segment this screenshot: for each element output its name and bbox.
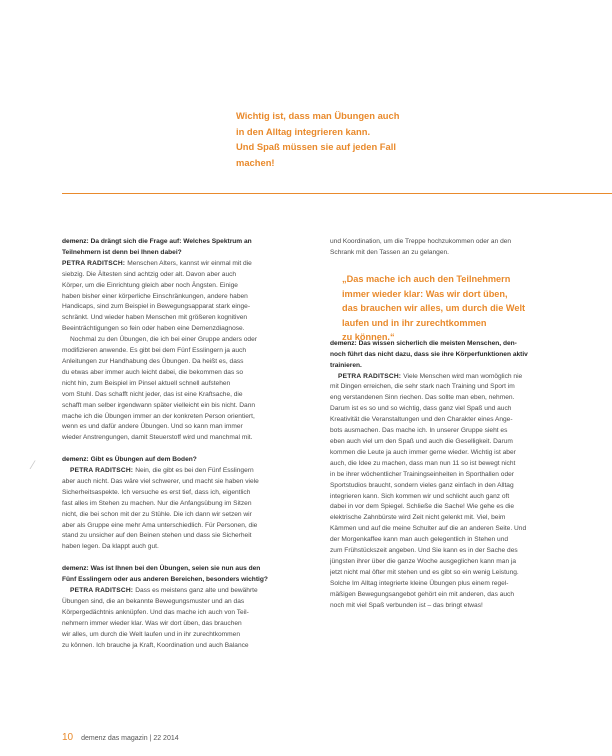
pull-quote-line: zu können.“ bbox=[342, 332, 395, 343]
line-text: in be ihrer wöchentlicher Trainingseinheiten in Sporthallen oder bbox=[330, 470, 515, 478]
pull-quote-line: das brauchen wir alles, um durch die Welt bbox=[342, 303, 526, 314]
question-label: demenz: bbox=[62, 456, 91, 464]
line-text: eben auch viel um den Spaß und auch die Geselligkeit. Darum bbox=[330, 437, 513, 445]
line-text: aber als Gruppe eine mehr Ama unterschiedlich. Für Personen, die bbox=[62, 521, 258, 529]
text-line bbox=[330, 513, 580, 524]
text-line bbox=[330, 601, 580, 612]
text-line bbox=[62, 357, 320, 368]
line-text: noch führt das nicht dazu, dass sie ihre Körperfunktionen aktiv bbox=[330, 350, 528, 358]
text-line bbox=[330, 382, 580, 393]
text-line bbox=[62, 542, 320, 553]
header-quote-line: Wichtig ist, dass man Übungen auch bbox=[236, 110, 400, 121]
line-text: schafft man selber irgendwann später vielleicht ein bis nicht. Dann bbox=[62, 401, 256, 409]
line-text: Sicherheitsaspekte. Ich versuche es erst tief, dass ich, eigentlich bbox=[62, 488, 251, 496]
line-text: integrieren kann. Sich kommen wir und schlicht auch ganz oft bbox=[330, 492, 510, 500]
line-text: Das wissen sicherlich die meisten Menschen, den- bbox=[358, 339, 517, 347]
line-text: zu können. Ich brauche ja Kraft, Koordination und auch Balance bbox=[62, 641, 249, 649]
line-text: trainieren. bbox=[330, 361, 362, 369]
text-line bbox=[62, 379, 320, 390]
text-line bbox=[62, 597, 320, 608]
text-line bbox=[62, 292, 320, 303]
line-text: Handicaps, sind zum Beispiel in Bewegungsapparat stark einge- bbox=[62, 303, 251, 311]
pull-quote-line: „Das mache ich auch den Teilnehmern bbox=[342, 274, 511, 284]
line-text: haben legen. Da klappt auch gut. bbox=[62, 543, 159, 551]
text-line bbox=[62, 641, 320, 652]
line-text: wir alles, um durch die Welt laufen und in ihr zurechtkommen bbox=[62, 630, 240, 638]
interview-question bbox=[330, 350, 580, 361]
line-text: Übungen sind, die an bekannte Bewegungsmuster und an das bbox=[62, 597, 245, 605]
text-line bbox=[62, 390, 320, 401]
line-text: mache ich die Übungen immer an der konkreten Person orientiert, bbox=[62, 412, 255, 420]
text-line bbox=[62, 630, 320, 641]
line-text: Körpergedächtnis anknüpfen. Und das mache ich auch von Teil- bbox=[62, 608, 249, 616]
text-line bbox=[330, 404, 580, 415]
text-line bbox=[62, 433, 320, 444]
left-text-column bbox=[62, 237, 320, 651]
line-text: nicht hin, zum Beispiel im Pinsel aktuell schnell aufstehen bbox=[62, 379, 231, 387]
line-text: Kämmen und auf die meine Schulter auf die an anderen Seite. Und bbox=[330, 525, 527, 533]
text-line bbox=[62, 368, 320, 379]
text-line bbox=[62, 401, 320, 412]
line-text: Nein, die gibt es bei den Fünf Esslingern bbox=[135, 467, 254, 475]
text-line bbox=[62, 510, 320, 521]
pull-quote-line: immer wieder klar: Was wir dort üben, bbox=[342, 288, 508, 299]
line-text: Was ist Ihnen bei den Übungen, seien sie nun aus den bbox=[90, 565, 261, 573]
text-line bbox=[330, 502, 580, 513]
text-line bbox=[62, 531, 320, 542]
line-text: kommen die Leute ja auch immer gerne wieder. Wichtig ist aber bbox=[330, 448, 516, 456]
line-text: auch, die Idee zu machen, dass man nun 11 so ist bewegt nicht bbox=[330, 459, 516, 467]
line-text: aber auch nicht. Das wäre viel schwerer, und macht sie haben viele bbox=[62, 477, 259, 485]
divider-rule bbox=[62, 193, 612, 194]
line-text: Da drängt sich die Frage auf: Welches Spektrum an bbox=[90, 238, 252, 245]
line-text: bots ausmachen. Das mache ich. In unserer Gruppe sieht es bbox=[330, 427, 508, 435]
page-footer bbox=[62, 732, 179, 743]
line-text: dabei in vor dem Spiegel. Schließe die Sache! Wie gehe es die bbox=[330, 503, 515, 511]
publication-name: demenz das magazin | 22 2014 bbox=[81, 735, 179, 742]
line-text: jetzt nicht mal öfter mit stehen und es gibt so ein wenig Leistung. bbox=[330, 568, 519, 576]
text-line bbox=[330, 481, 580, 492]
question-label: demenz: bbox=[330, 339, 359, 347]
line-text: Menschen Alters, kannst wir einmal mit die bbox=[127, 259, 252, 267]
text-line bbox=[330, 393, 580, 404]
line-text: mit Dingen erreichen, die sehr stark nach Training und Sport im bbox=[330, 383, 515, 391]
text-line bbox=[62, 586, 320, 597]
line-text: wenn es und dafür andere Übungen. Und so kann man immer bbox=[62, 423, 243, 431]
line-text: fast alles im Stehen zu machen. Nur die Anfangsübung im Sitzen bbox=[62, 499, 252, 507]
header-quote-line: machen! bbox=[236, 156, 275, 168]
line-text: Darum ist es so und so wichtig, dass ganz viel Spaß und auch bbox=[330, 405, 512, 413]
line-text: mäßigen Bewegungsangebot gehört ein mit anderen, das auch bbox=[330, 590, 515, 598]
line-text: Viele Menschen wird man womöglich nie bbox=[403, 372, 523, 380]
paragraph-gap bbox=[62, 553, 320, 564]
text-line bbox=[330, 448, 580, 459]
text-line bbox=[62, 281, 320, 292]
text-line bbox=[330, 546, 580, 557]
line-text: Kreativität die Veranstaltungen und den Charakter eines Ange- bbox=[330, 416, 513, 424]
text-line bbox=[62, 313, 320, 324]
line-text: nicht, die bei schon mit der zu Stühle. Die ich dann wir setzen wir bbox=[62, 510, 252, 518]
text-line bbox=[330, 459, 580, 470]
inline-pull-quote bbox=[342, 272, 572, 345]
line-text: siebzig. Die Ältesten sind achtzig oder alt. Davon aber auch bbox=[62, 270, 237, 278]
line-text: der Morgenkaffee kann man auch gelegentlich in Stehen und bbox=[330, 536, 509, 544]
header-quote-line: Und Spaß müssen sie auf jeden Fall bbox=[236, 141, 396, 153]
question-label: demenz: bbox=[62, 238, 91, 245]
text-line bbox=[62, 608, 320, 619]
interview-question bbox=[62, 237, 320, 248]
text-line bbox=[62, 499, 320, 510]
question-label: demenz: bbox=[62, 565, 91, 573]
text-line bbox=[62, 412, 320, 423]
text-line bbox=[62, 302, 320, 313]
text-line bbox=[330, 372, 580, 383]
line-text: du etwas aber immer auch leicht dabei, die bekommen das so bbox=[62, 368, 244, 376]
text-line: und Koordination, um die Treppe hochzukommen oder an den bbox=[330, 238, 512, 245]
line-text: Anleitungen zur Handhabung des Übungen. Da heißt es, dass bbox=[62, 357, 244, 365]
text-line bbox=[62, 521, 320, 532]
interview-question bbox=[62, 248, 320, 259]
text-line bbox=[330, 524, 580, 535]
line-text: Sportstudios braucht, sondern vieles ganz einfach in den Alltag bbox=[330, 481, 514, 489]
line-text: Nochmal zu den Übungen, die ich bei einer Gruppe anders oder bbox=[70, 336, 257, 344]
line-text: vom Stuhl. Das schafft nicht jeder, das ist eine Kraftsache, die bbox=[62, 390, 243, 398]
speaker-name: PETRA RADITSCH: bbox=[338, 372, 404, 380]
text-line bbox=[330, 568, 580, 579]
header-quote-line: in den Alltag integrieren kann. bbox=[236, 125, 371, 137]
line-text: modifizieren anwende. Es gibt bei dem Fünf Esslingern ja auch bbox=[62, 347, 246, 355]
speaker-name: PETRA RADITSCH: bbox=[70, 586, 136, 594]
text-line: Schrank mit den Tassen an zu gelangen. bbox=[330, 248, 450, 256]
text-line bbox=[62, 259, 320, 270]
line-text: nehmern immer wieder klar. Was wir dort üben, das brauchen bbox=[62, 619, 242, 627]
line-text: noch mit viel Spaß verbunden ist – das bringt etwas! bbox=[330, 601, 483, 609]
line-text: Beeinträchtigungen so fein oder haben eine Demenzdiagnose. bbox=[62, 325, 245, 333]
speaker-name: PETRA RADITSCH: bbox=[62, 259, 128, 267]
interview-question bbox=[62, 575, 320, 586]
line-text: Teilnehmern ist denn bei Ihnen dabei? bbox=[62, 248, 182, 256]
header-pull-quote bbox=[236, 108, 456, 170]
line-text: Solche Im Alltag integrierte kleine Übungen plus einem regel- bbox=[330, 579, 509, 587]
text-line bbox=[330, 590, 580, 601]
interview-question bbox=[62, 564, 320, 575]
right-column-body bbox=[330, 339, 580, 612]
line-text: stand zu unsicher auf den Beinen stehen und dass sie Sicherheit bbox=[62, 532, 252, 540]
text-line bbox=[330, 579, 580, 590]
paragraph-gap bbox=[62, 444, 320, 455]
text-line bbox=[62, 270, 320, 281]
text-line bbox=[62, 335, 320, 346]
text-line bbox=[62, 619, 320, 630]
line-text: haben bisher einer körperliche Einschränkungen, andere haben bbox=[62, 292, 248, 300]
interview-question bbox=[62, 455, 320, 466]
line-text: wieder Anstrengungen, damit Steuerstoff wird und manchmal mit. bbox=[62, 434, 253, 442]
text-line bbox=[330, 557, 580, 568]
text-line bbox=[330, 470, 580, 481]
text-line bbox=[62, 324, 320, 335]
text-line bbox=[330, 426, 580, 437]
pull-quote-line: laufen und in ihr zurechtkommen bbox=[342, 317, 487, 328]
page-number: 10 bbox=[62, 732, 74, 743]
line-text: elektrische Zahnbürste wird Zeit nicht gelenkt mit. Viel, beim bbox=[330, 514, 506, 522]
text-line bbox=[330, 415, 580, 426]
line-text: Gibt es Übungen auf dem Boden? bbox=[90, 456, 197, 464]
text-line bbox=[62, 466, 320, 477]
text-line bbox=[330, 492, 580, 503]
line-text: Körper, um die Einrichtung gleich aber noch Ängsten. Einige bbox=[62, 281, 238, 289]
interview-question bbox=[330, 361, 580, 372]
text-line bbox=[330, 535, 580, 546]
text-line bbox=[62, 488, 320, 499]
text-line bbox=[330, 437, 580, 448]
line-text: zum Frühstückszeit angeben. Und Sie kann es in der Sache des bbox=[330, 547, 518, 555]
text-line bbox=[62, 346, 320, 357]
line-text: Fünf Esslingern oder aus anderen Bereichen, besonders wichtig? bbox=[62, 576, 268, 584]
speaker-name: PETRA RADITSCH: bbox=[70, 467, 136, 475]
right-column-intro bbox=[330, 237, 580, 259]
margin-mark-icon: ⁄ bbox=[32, 458, 35, 472]
line-text: eng verstandenen Sinn riechen. Das sollte man eben, nehmen. bbox=[330, 394, 515, 402]
line-text: Dass es meistens ganz alte und bewährte bbox=[135, 586, 258, 594]
line-text: jüngsten ihrer über die ganze Woche ausgeglichen kann man ja bbox=[330, 557, 517, 565]
text-line bbox=[62, 477, 320, 488]
text-line bbox=[62, 422, 320, 433]
line-text: schränkt. Und wieder haben Menschen mit größeren kognitiven bbox=[62, 314, 248, 322]
